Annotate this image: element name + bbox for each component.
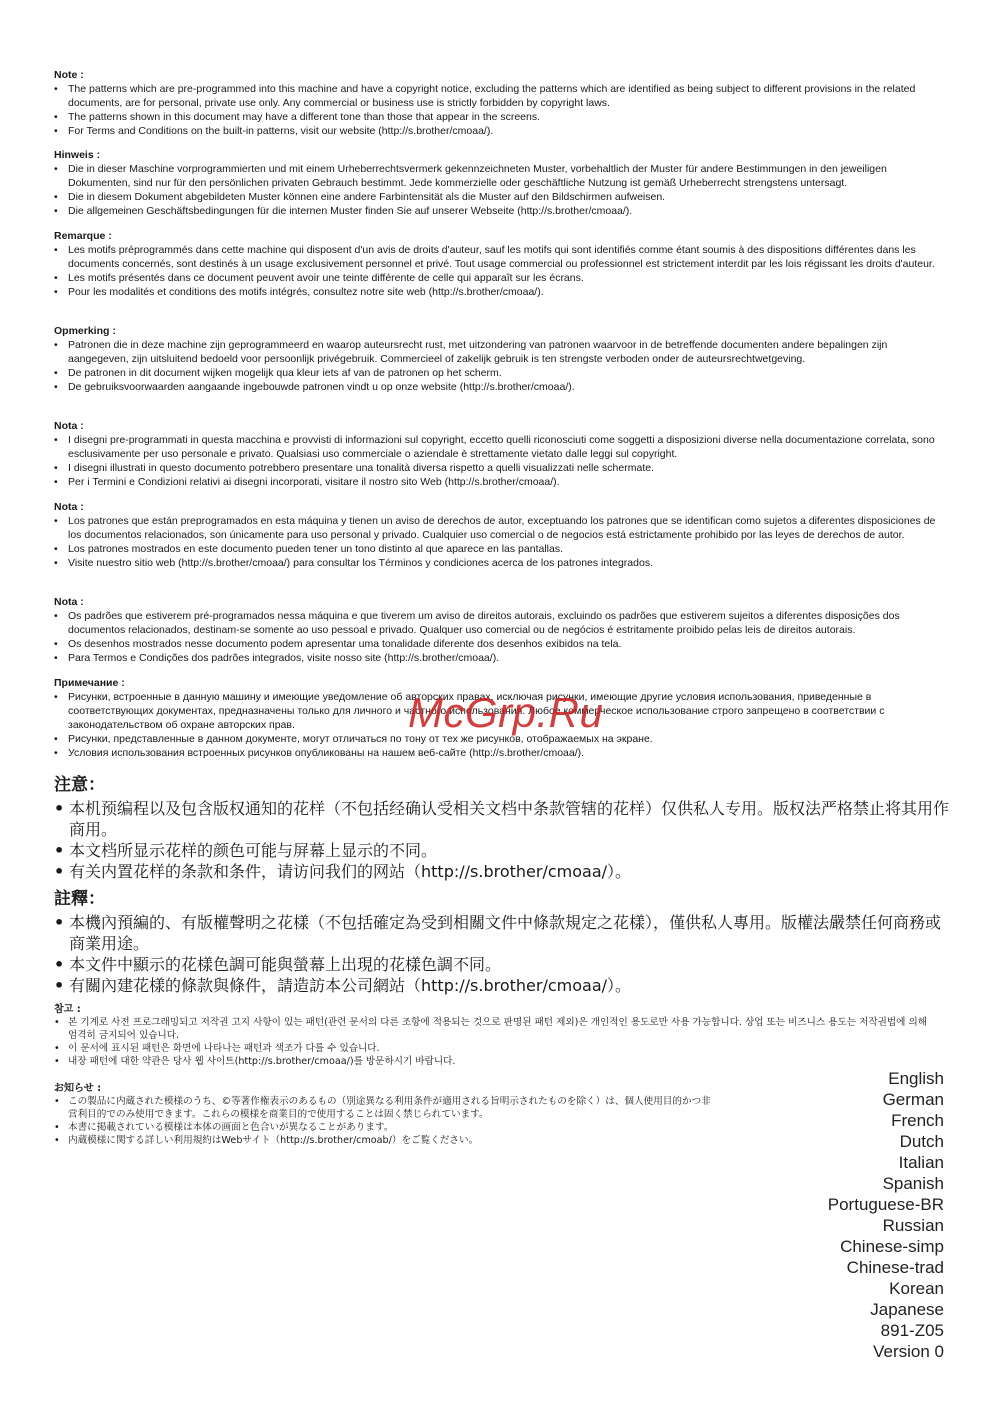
- section-spanish: [54, 501, 949, 570]
- section-heading: Nota :: [54, 501, 84, 513]
- list-item: • 이 문서에 표시된 패턴은 화면에 나타나는 패턴과 색조가 다를 수 있습니다.: [54, 1043, 380, 1054]
- bullet: •: [54, 955, 65, 974]
- list-item: • Рисунки, встроенные в данную машину и имеющие уведомление об авторских правах, исключая рисунки, имеющие другие условия использования, приведенные в соответствующих документах, предназначены только для личного и частного использования. Любое коммерческое использование строго запрещено в соответствии с законодательством об охране авторских прав.: [54, 691, 885, 731]
- list-item: • Os padrões que estiverem pré-programados nessa máquina e que tiverem um aviso de direitos autorais, excluindo os padrões que estiverem sujeitos a diferentes disposições dos documentos relacionados, destinam-se somente ao uso pessoal e privado. Qualquer uso comercial ou de negócios é estritamente proibido pelas leis de direitos autorais.: [54, 610, 900, 636]
- section-chinese-simp: [54, 774, 954, 882]
- bullet: •: [54, 191, 58, 203]
- section-chinese-trad: [54, 888, 954, 996]
- bullet: •: [54, 1017, 60, 1028]
- language-korean: Korean: [889, 1279, 944, 1298]
- bullet: •: [54, 367, 58, 379]
- bullet: •: [54, 652, 58, 664]
- section-heading: Hinweis :: [54, 149, 101, 161]
- language-russian: Russian: [882, 1216, 944, 1235]
- list-item: • 内蔵模様に関する詳しい利用規約はWebサイト（http://s.brother/cmoab/）をご覧ください。: [54, 1135, 479, 1146]
- bullet: •: [54, 841, 65, 860]
- section-japanese: [54, 1082, 714, 1147]
- list-item: • De gebruiksvoorwaarden aangaande ingebouwde patronen vindt u op onze website (http://s.brother/cmoaa/).: [54, 381, 575, 393]
- bullet: •: [54, 1122, 60, 1133]
- bullet: •: [54, 244, 58, 256]
- language-japanese: Japanese: [870, 1300, 944, 1319]
- section-heading: Note :: [54, 69, 84, 81]
- section-heading: Opmerking :: [54, 325, 116, 337]
- list-item: • Los patrones que están preprogramados en esta máquina y tienen un aviso de derechos de autor, exceptuando los patrones que se identifican como sujetos a diferentes disposiciones de los documentos relacionados, son únicamente para uso personal y privado. Cualquier uso comercial o de negocios está estrictamente prohibido por las leyes de derechos de autor.: [54, 515, 936, 541]
- section-heading: お知らせ :: [54, 1083, 102, 1094]
- list-item: • 有关内置花样的条款和条件，请访问我们的网站（http://s.brother/cmoaa/）。: [54, 862, 632, 881]
- section-heading: 참고 :: [54, 1004, 81, 1015]
- bullet: •: [54, 543, 58, 555]
- bullet: •: [54, 476, 58, 488]
- list-item: • この製品に内蔵された模様のうち、©等著作権表示のあるもの（別途異なる利用条件が適用される旨明示されたものを除く）は、個人使用目的かつ非営利目的でのみ使用できます。これらの模様を商業目的で使用することは固く禁じられています。: [54, 1096, 711, 1120]
- bullet: •: [54, 434, 58, 446]
- language-portuguese: Portuguese-BR: [827, 1195, 944, 1214]
- list-item: • 本文档所显示花样的颜色可能与屏幕上显示的不同。: [54, 841, 438, 860]
- bullet: •: [54, 638, 58, 650]
- list-item: • Die in dieser Maschine vorprogrammierten und mit einem Urheberrechtsvermerk gekennzeichneten Muster, vorbehaltlich der Muster für andere Bestimmungen in den jeweiligen Dokumenten, sind nur für den persönlichen privaten Gebrauch bestimmt. Jede kommerzielle oder geschäftliche Nutzung ist gemäß Urheberrecht strengstens untersagt.: [54, 163, 887, 189]
- list-item: • Per i Termini e Condizioni relativi ai disegni incorporati, visitare il nostro sito Web (http://s.brother/cmoaa/).: [54, 476, 560, 488]
- bullet: •: [54, 462, 58, 474]
- section-heading: Remarque :: [54, 230, 112, 242]
- language-english: English: [888, 1069, 944, 1088]
- section-korean: [54, 1003, 934, 1068]
- bullet: •: [54, 691, 58, 703]
- list-item: • 有關內建花樣的條款與條件，請造訪本公司網站（http://s.brother/cmoaa/）。: [54, 976, 632, 995]
- bullet: •: [54, 205, 58, 217]
- bullet: •: [54, 83, 58, 95]
- bullet: •: [54, 125, 58, 137]
- list-item: • Les motifs présentés dans ce document peuvent avoir une teinte différente de celle qui apparaît sur les écrans.: [54, 272, 584, 284]
- bullet: •: [54, 286, 58, 298]
- bullet: •: [54, 111, 58, 123]
- bullet: •: [54, 733, 58, 745]
- list-item: • The patterns which are pre-programmed into this machine and have a copyright notice, excluding the patterns which are identified as being subject to different provisions in the related documents, are for personal, private use only. Any commercial or business use is strictly forbidden by copyright laws.: [54, 83, 916, 109]
- section-french: [54, 230, 949, 299]
- language-italian: Italian: [898, 1153, 944, 1172]
- bullet: •: [54, 799, 65, 818]
- bullet: •: [54, 1056, 60, 1067]
- section-portuguese: [54, 596, 949, 665]
- list-item: • De patronen in dit document wijken mogelijk qua kleur iets af van de patronen op het scherm.: [54, 367, 502, 379]
- section-heading: 注意：: [54, 775, 105, 794]
- list-item: • Les motifs préprogrammés dans cette machine qui disposent d'un avis de droits d'auteur, sauf les motifs qui sont identifiés comme étant soumis à des dispositions différentes dans les documents concernés, sont destinés à un usage exclusivement personnel et privé. Tout usage commercial ou professionnel est strictement interdit par les lois régissant les droits d'auteur.: [54, 244, 935, 270]
- list-item: • 本文件中顯示的花樣色調可能與螢幕上出現的花樣色調不同。: [54, 955, 502, 974]
- list-item: • Рисунки, представленные в данном документе, могут отличаться по тону от тех же рисунков, отображаемых на экране.: [54, 733, 653, 745]
- bullet: •: [54, 272, 58, 284]
- bullet: •: [54, 862, 65, 881]
- bullet: •: [54, 1135, 60, 1146]
- language-french: French: [891, 1111, 944, 1130]
- bullet: •: [54, 339, 58, 351]
- section-italian: [54, 420, 949, 489]
- language-dutch: Dutch: [899, 1132, 944, 1151]
- list-item: • I disegni pre-programmati in questa macchina e provvisti di informazioni sul copyright, eccetto quelli riconosciuti come soggetti a disposizioni diverse nella documentazione correlata, sono esclusivamente per uso personale e privato. Qualsiasi uso commerciale o aziendale è strettamente vietato dalle leggi sul copyright.: [54, 434, 935, 460]
- list-item: • Patronen die in deze machine zijn geprogrammeerd en waarop auteursrecht rust, met uitzondering van patronen waarvoor in de betreffende documenten andere bepalingen zijn aangegeven, zijn uitsluitend bedoeld voor persoonlijk privégebruik. Commercieel of zakelijk gebruik is ten strengste verboden onder de auteursrechtwetgeving.: [54, 339, 888, 365]
- language-german: German: [882, 1090, 944, 1109]
- list-item: • Условия использования встроенных рисунков опубликованы на нашем веб-сайте (http://s.brother/cmoaa/).: [54, 747, 585, 759]
- list-item: • Os desenhos mostrados nesse documento podem apresentar uma tonalidade diferente dos desenhos exibidos na tela.: [54, 638, 622, 650]
- bullet: •: [54, 515, 58, 527]
- bullet: •: [54, 1096, 60, 1107]
- list-item: • Die in diesem Dokument abgebildeten Muster können eine andere Farbintensität als die Muster auf den Bildschirmen aufweisen.: [54, 191, 666, 203]
- section-heading: 註釋：: [54, 889, 105, 908]
- watermark: McGrp.Ru: [408, 689, 604, 736]
- list-item: • The patterns shown in this document may have a different tone than those that appear in the screens.: [54, 111, 541, 123]
- list-item: • Los patrones mostrados en este documento pueden tener un tono distinto al que aparece en las pantallas.: [54, 543, 564, 555]
- section-heading: Nota :: [54, 596, 84, 608]
- bullet: •: [54, 163, 58, 175]
- language-list: [828, 1068, 944, 1362]
- bullet: •: [54, 1043, 60, 1054]
- language-chinese-simp: Chinese-simp: [840, 1237, 944, 1256]
- language-chinese-trad: Chinese-trad: [846, 1258, 944, 1277]
- list-item: • Para Termos e Condições dos padrões integrados, visite nosso site (http://s.brother/cmoaa/).: [54, 652, 500, 664]
- list-item: • 본 기계로 사전 프로그래밍되고 저작권 고지 사항이 있는 패턴(관련 문서의 다른 조항에 적용되는 것으로 판명된 패턴 제외)은 개인적인 용도로만 사용 가능합니다. 상업 또는 비즈니스 용도는 저작권법에 의해 엄격히 금지되어 있습니다.: [54, 1017, 928, 1041]
- section-heading: Nota :: [54, 420, 84, 432]
- bullet: •: [54, 557, 58, 569]
- list-item: • Die allgemeinen Geschäftsbedingungen für die internen Muster finden Sie auf unserer Webseite (http://s.brother/cmoaa/).: [54, 205, 633, 217]
- bullet: •: [54, 610, 58, 622]
- bullet: •: [54, 747, 58, 759]
- section-dutch: [54, 325, 949, 394]
- list-item: • Visite nuestro sitio web (http://s.brother/cmoaa/) para consultar los Términos y condiciones acerca de los patrones integrados.: [54, 557, 653, 569]
- list-item: • I disegni illustrati in questo documento potrebbero presentare una tonalità diversa rispetto a quelli visualizzati nelle schermate.: [54, 462, 654, 474]
- section-german: [54, 149, 949, 218]
- list-item: • 내장 패턴에 대한 약관은 당사 웹 사이트(http://s.brother/cmoaa/)를 방문하시기 바랍니다.: [54, 1056, 456, 1067]
- language-spanish: Spanish: [882, 1174, 944, 1193]
- list-item: • Pour les modalités et conditions des motifs intégrés, consultez notre site web (http://s.brother/cmoaa/).: [54, 286, 544, 298]
- bullet: •: [54, 976, 65, 995]
- list-item: • 本机预编程以及包含版权通知的花样（不包括经确认受相关文档中条款管辖的花样）仅供私人专用。版权法严格禁止将其用作商用。: [54, 799, 950, 839]
- section-heading: Примечание :: [54, 677, 125, 689]
- list-item: • For Terms and Conditions on the built-in patterns, visit our website (http://s.brother/cmoaa/).: [54, 125, 494, 137]
- doc-version: Version 0: [873, 1342, 944, 1361]
- doc-code: 891-Z05: [880, 1321, 944, 1340]
- section-english: [54, 69, 949, 138]
- list-item: • 本書に掲載されている模様は本体の画面と色合いが異なることがあります。: [54, 1122, 394, 1133]
- list-item: • 本機內預編的、有版權聲明之花樣（不包括確定為受到相關文件中條款規定之花樣），僅供私人專用。版權法嚴禁任何商務或商業用途。: [54, 913, 942, 953]
- bullet: •: [54, 381, 58, 393]
- bullet: •: [54, 913, 65, 932]
